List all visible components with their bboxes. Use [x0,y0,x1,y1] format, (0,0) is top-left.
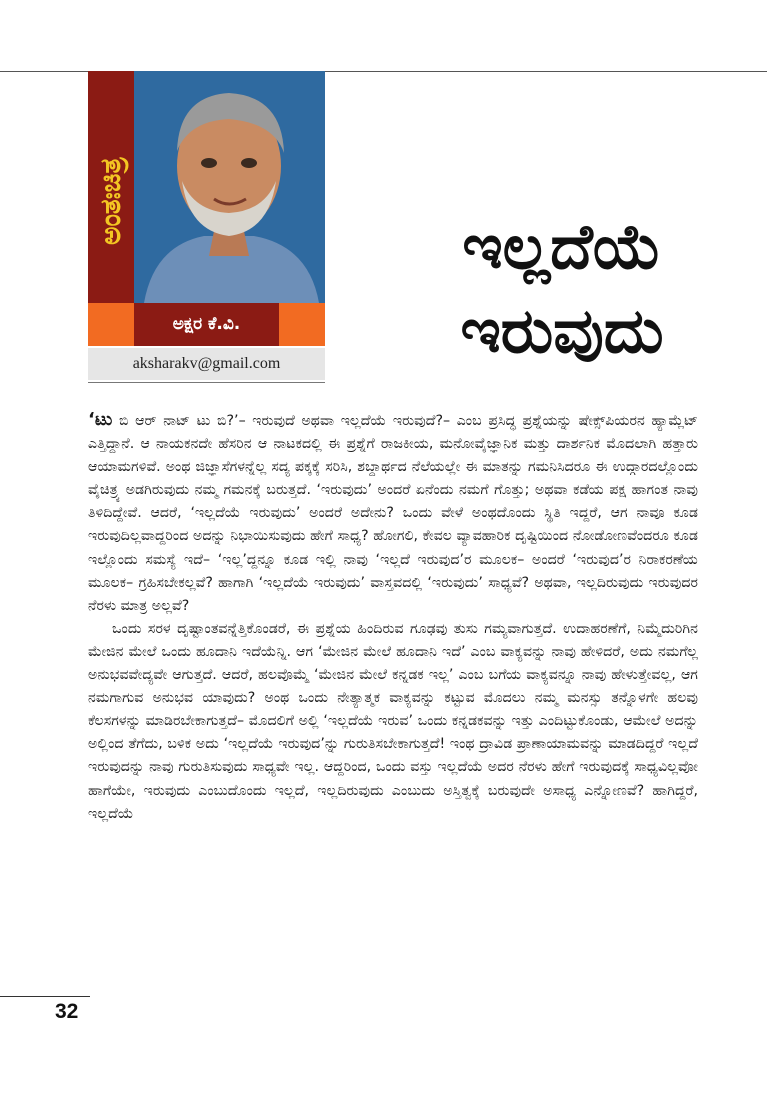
band-left-accent [88,303,134,346]
column-header [88,71,325,346]
footer-rule [0,996,90,997]
paragraph-1 [88,408,698,618]
paragraph-1-text: ಬಿ ಆರ್ ನಾಟ್ ಟು ಬಿ?’– ಇರುವುದೆ ಅಥವಾ ಇಲ್ಲದೆಯೆ ಇರುವುದೆ?– ಎಂಬ ಪ್ರಸಿದ್ಧ ಪ್ರಶ್ನೆಯನ್ನು ಷೇಕ್ಸ್‌ಪಿಯರನ ಹ್ಯಾಮ್ಲೆಟ್ ಎತ್ತಿದ್ದಾನೆ. ಆ ನಾಯಕನದೇ ಹೆಸರಿನ ಆ ನಾಟಕದಲ್ಲಿ ಈ ಪ್ರಶ್ನೆಗೆ ರಾಜಕೀಯ, ಮನೋವೈಜ್ಞಾನಿಕ ಮತ್ತು ದಾರ್ಶನಿಕ ಮೊದಲಾಗಿ ಹತ್ತಾರು ಆಯಾಮಗಳಿವೆ. ಅಂಥ ಜಿಜ್ಞಾಸೆಗಳನ್ನೆಲ್ಲ ಸದ್ಯ ಪಕ್ಕಕ್ಕೆ ಸರಿಸಿ, ಶಬ್ದಾರ್ಥದ ನೆಲೆಯಲ್ಲೇ ಈ ಮಾತನ್ನು ಗಮನಿಸಿದರೂ ಈ ಉದ್ಗಾರದಲ್ಲೊಂದು ವೈಚಿತ್ರ್ಯ ಅಡಗಿರುವುದು ನಮ್ಮ ಗಮನಕ್ಕೆ ಬರುತ್ತದೆ. ‘ಇರುವುದು’ ಅಂದರೆ ಏನೆಂದು ನಮಗೆ ಗೊತ್ತು; ಅಥವಾ ಕಡೆಯ ಪಕ್ಷ ಹಾಗಂತ ನಾವು ತಿಳಿದಿದ್ದೇವೆ. ಆದರೆ, ‘ಇಲ್ಲದೆಯೆ ಇರುವುದು’ ಅಂದರೆ ಅದೇನು? ಒಂದು ವೇಳೆ ಅಂಥದೊಂದು ಸ್ಥಿತಿ ಇದ್ದರೆ, ಆಗ ನಾವೂ ಕೂಡ ಇರುವುದಿಲ್ಲವಾದ್ದರಿಂದ ಅದನ್ನು ನಿಭಾಯಿಸುವುದು ಹೇಗೆ ಸಾಧ್ಯ? ಹೋಗಲಿ, ಕೇವಲ ವ್ಯಾವಹಾರಿಕ ದೃಷ್ಟಿಯಿಂದ ನೋಡೋಣವೆಂದರೂ ಕೂಡ ಇಲ್ಲೊಂದು ಸಮಸ್ಯೆ ಇದೆ– ‘ಇಲ್ಲ’ದ್ದನ್ನೂ ಕೂಡ ಇಲ್ಲಿ ನಾವು ‘ಇಲ್ಲದೆ ಇರುವುದ’ರ ಮೂಲಕ– ಅಂದರೆ ‘ಇರುವುದ’ರ ನಿರಾಕರಣೆಯ ಮೂಲಕ– ಗ್ರಹಿಸಬೇಕಲ್ಲವೆ? ಹಾಗಾಗಿ ‘ಇಲ್ಲದೆಯೆ ಇರುವುದು’ ವಾಸ್ತವದಲ್ಲಿ ‘ಇರುವುದು’ ಸಾಧ್ಯವೆ? ಅಥವಾ, ಇಲ್ಲದಿರುವುದು ಇರುವುದರ ನೆರಳು ಮಾತ್ರ ಅಲ್ಲವೆ? [88,413,698,614]
column-label: ಅಂತಃಚಿತ್ರ [94,157,127,245]
paragraph-2: ಒಂದು ಸರಳ ದೃಷ್ಟಾಂತವನ್ನೆತ್ತಿಕೊಂಡರೆ, ಈ ಪ್ರಶ್ನೆಯ ಹಿಂದಿರುವ ಗೂಢವು ತುಸು ಗಮ್ಯವಾಗುತ್ತದೆ. ಉದಾಹರಣೆಗೆ, ನಿಮ್ಮೆದುರಿಗಿನ ಮೇಜಿನ ಮೇಲೆ ಒಂದು ಹೂದಾನಿ ಇದೆಯೆನ್ನಿ. ಆಗ ‘ಮೇಜಿನ ಮೇಲೆ ಹೂದಾನಿ ಇದೆ’ ಎಂಬ ವಾಕ್ಯವನ್ನು ನಾವು ಹೇಳಿದರೆ, ಅದು ನಮಗೆಲ್ಲ ಅನುಭವವೇದ್ಯವೇ ಆಗುತ್ತದೆ. ಆದರೆ, ಹಲವೊಮ್ಮೆ ‘ಮೇಜಿನ ಮೇಲೆ ಕನ್ನಡಕ ಇಲ್ಲ’ ಎಂಬ ಬಗೆಯ ವಾಕ್ಯವನ್ನೂ ನಾವು ಹೇಳುತ್ತೇವಲ್ಲ, ಆಗ ನಮಗಾಗುವ ಅನುಭವ ಯಾವುದು? ಅಂಥ ಒಂದು ನೇತ್ಯಾತ್ಮಕ ವಾಕ್ಯವನ್ನು ಕಟ್ಟುವ ಮೊದಲು ನಮ್ಮ ಮನಸ್ಸು ತನ್ನೊಳಗೇ ಹಲವು ಕೆಲಸಗಳನ್ನು ಮಾಡಿರಬೇಕಾಗುತ್ತದೆ– ಮೊದಲಿಗೆ ಅಲ್ಲಿ ‘ಇಲ್ಲದೆಯೆ ಇರುವ’ ಒಂದು ಕನ್ನಡಕವನ್ನು ಇತ್ತು ಎಂದಿಟ್ಟುಕೊಂಡು, ಆಮೇಲೆ ಅದನ್ನು ಅಲ್ಲಿಂದ ತೆಗೆದು, ಬಳಿಕ ಅದು ‘ಇಲ್ಲದೆಯೆ ಇರುವುದ’ನ್ನು ಗುರುತಿಸಬೇಕಾಗುತ್ತದೆ! ಇಂಥ ದ್ರಾವಿಡ ಪ್ರಾಣಾಯಾಮವನ್ನು ಮಾಡದಿದ್ದರೆ ಇಲ್ಲದೆ ಇರುವುದನ್ನು ನಾವು ಗುರುತಿಸುವುದು ಸಾಧ್ಯವೇ ಇಲ್ಲ. ಆದ್ದರಿಂದ, ಒಂದು ವಸ್ತು ಇಲ್ಲದೆಯೆ ಅದರ ನೆರಳು ಹೇಗೆ ಇರುವುದಕ್ಕೆ ಸಾಧ್ಯವಿಲ್ಲವೋ ಹಾಗೆಯೇ, ಇರುವುದು ಎಂಬುದೊಂದು ಇಲ್ಲದೆ, ಇಲ್ಲದಿರುವುದು ಎಂಬುದು ಅಸ್ತಿತ್ವಕ್ಕೆ ಬರುವುದೇ ಅಸಾಧ್ಯ ಎನ್ನೋಣವೆ? ಹಾಗಿದ್ದರೆ, ಇಲ್ಲದೆಯೆ [88,620,698,822]
article-body [88,408,698,826]
title-line-1: ಇಲ್ಲದೆಯೆ [462,210,662,283]
lead-word: ‘ಟು [88,409,113,430]
author-band [88,303,325,346]
author-photo [134,71,325,303]
article-title [412,205,712,373]
email-rule [88,382,325,383]
author-email[interactable]: aksharakv@gmail.com [88,348,325,380]
title-line-2: ಇರುವುದು [460,294,664,367]
author-name: ಅಕ್ಷರ ಕೆ.ವಿ. [134,303,279,346]
page-number: 32 [55,1000,79,1023]
band-right-accent [279,303,325,346]
